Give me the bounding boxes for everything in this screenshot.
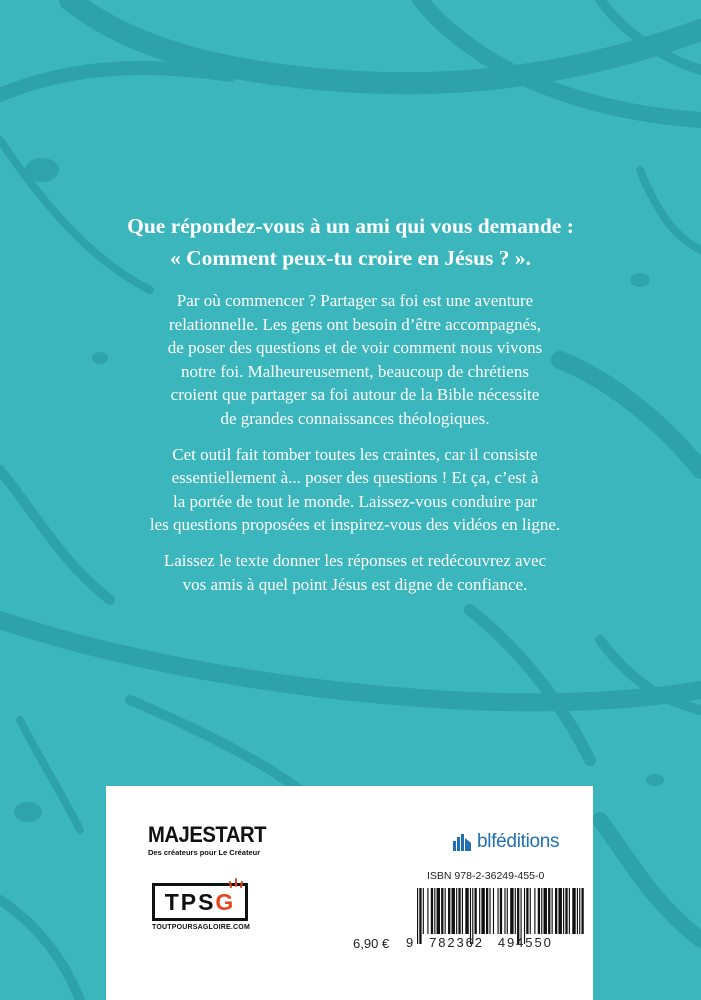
text-line: essentiellement à... poser des questions ! Et ça, c’est à (171, 468, 539, 488)
text-line: Laissez le texte donner les réponses et redécouvrez avec (163, 550, 547, 570)
barcode-bar (498, 888, 499, 934)
barcode-bar (500, 888, 502, 934)
barcode-digits-group-1: 782362 (429, 935, 484, 950)
barcode-bar (541, 888, 542, 934)
barcode-bar (486, 888, 488, 934)
tpsg-letters: TPS (164, 888, 216, 915)
barcode-bar (534, 888, 535, 934)
majestart-name: MAJESTART (148, 822, 267, 847)
barcode-bar (462, 888, 463, 934)
barcode-bar (526, 888, 528, 934)
headline (0, 210, 701, 274)
barcode-bar (515, 888, 516, 934)
text-line: Cet outil fait tomber toutes les craintes, car il consiste (172, 444, 538, 464)
barcode-bar (423, 888, 424, 934)
barcode-bar (579, 888, 580, 934)
barcode-bar (456, 888, 457, 934)
text-line: les questions proposées et inspirez-vous des vidéos en ligne. (149, 515, 561, 535)
text-line: de poser des questions et de voir comment nous vivons (167, 338, 543, 358)
barcode-digit-first: 9 (406, 935, 416, 950)
barcode-bar (510, 888, 513, 934)
barcode-bar (437, 888, 440, 934)
barcode-bar (538, 888, 540, 934)
barcode-bar (458, 888, 460, 934)
barcode-bar (452, 888, 455, 934)
book-pages-icon (452, 832, 472, 852)
barcode-bar (489, 888, 490, 934)
text-line: de grandes connaissances théologiques. (220, 408, 490, 428)
barcode-bar (475, 888, 477, 934)
text-line: croient que partager sa foi autour de la Bible nécessite (170, 385, 540, 405)
headline-line-2: « Comment peux-tu croire en Jésus ? ». (169, 246, 532, 270)
headline-line-1: Que répondez-vous à un ami qui vous demande : (127, 214, 574, 238)
rays-icon (229, 878, 243, 888)
barcode-bar (445, 888, 446, 934)
text-line: la portée de tout le monde. Laissez-vous conduire par (173, 491, 537, 511)
tpsg-logo (152, 883, 256, 931)
barcode-bar (493, 888, 494, 934)
tpsg-accent-letter: G (215, 888, 236, 915)
barcode-bar (530, 888, 531, 934)
barcode-bar (465, 888, 468, 934)
barcode-bar (431, 888, 433, 934)
barcode-bar (548, 888, 550, 934)
barcode-bar (555, 888, 557, 934)
barcode-bar (577, 888, 578, 934)
barcode-bar (479, 888, 480, 934)
barcode-bar (507, 888, 508, 934)
barcode-bar (441, 888, 443, 934)
barcode-bar (572, 888, 575, 934)
text-line: Par où commencer ? Partager sa foi est une aventure (176, 291, 534, 310)
tpsg-url: TOUTPOURSAGLOIRE.COM (152, 924, 250, 931)
barcode-bar (504, 888, 505, 934)
barcode-bar (563, 888, 564, 934)
publisher-info-panel (106, 786, 593, 1000)
barcode-bar (427, 888, 428, 934)
paragraph-3 (95, 549, 615, 596)
text-line: vos amis à quel point Jésus est digne de confiance. (182, 574, 528, 594)
barcode-digits (406, 935, 553, 950)
paragraph-1 (95, 289, 615, 431)
paragraph-2 (95, 443, 615, 537)
blf-logo (452, 830, 582, 854)
barcode-bar (565, 888, 567, 934)
barcode-bar (558, 888, 561, 934)
majestart-tagline: Des créateurs pour Le Créateur (148, 848, 261, 857)
price: 6,90 € (353, 936, 390, 951)
barcode-bar (552, 888, 553, 934)
barcode-bar (544, 888, 547, 934)
tpsg-logo-box (152, 883, 248, 921)
barcode-bar (581, 888, 583, 934)
barcode-bar (448, 888, 450, 934)
blurb-text (95, 289, 615, 608)
barcode-bar (569, 888, 570, 934)
blf-name: blféditions (477, 831, 560, 852)
text-line: relationnelle. Les gens ont besoin d’être accompagnés, (169, 314, 541, 334)
isbn-number: ISBN 978-2-36249-455-0 (427, 870, 545, 882)
barcode-digits-group-2: 494550 (497, 935, 553, 950)
text-line: notre foi. Malheureusement, beaucoup de chrétiens (181, 361, 529, 381)
majestart-logo (148, 824, 288, 857)
barcode-bar (481, 888, 484, 934)
barcode-bar (434, 888, 435, 934)
